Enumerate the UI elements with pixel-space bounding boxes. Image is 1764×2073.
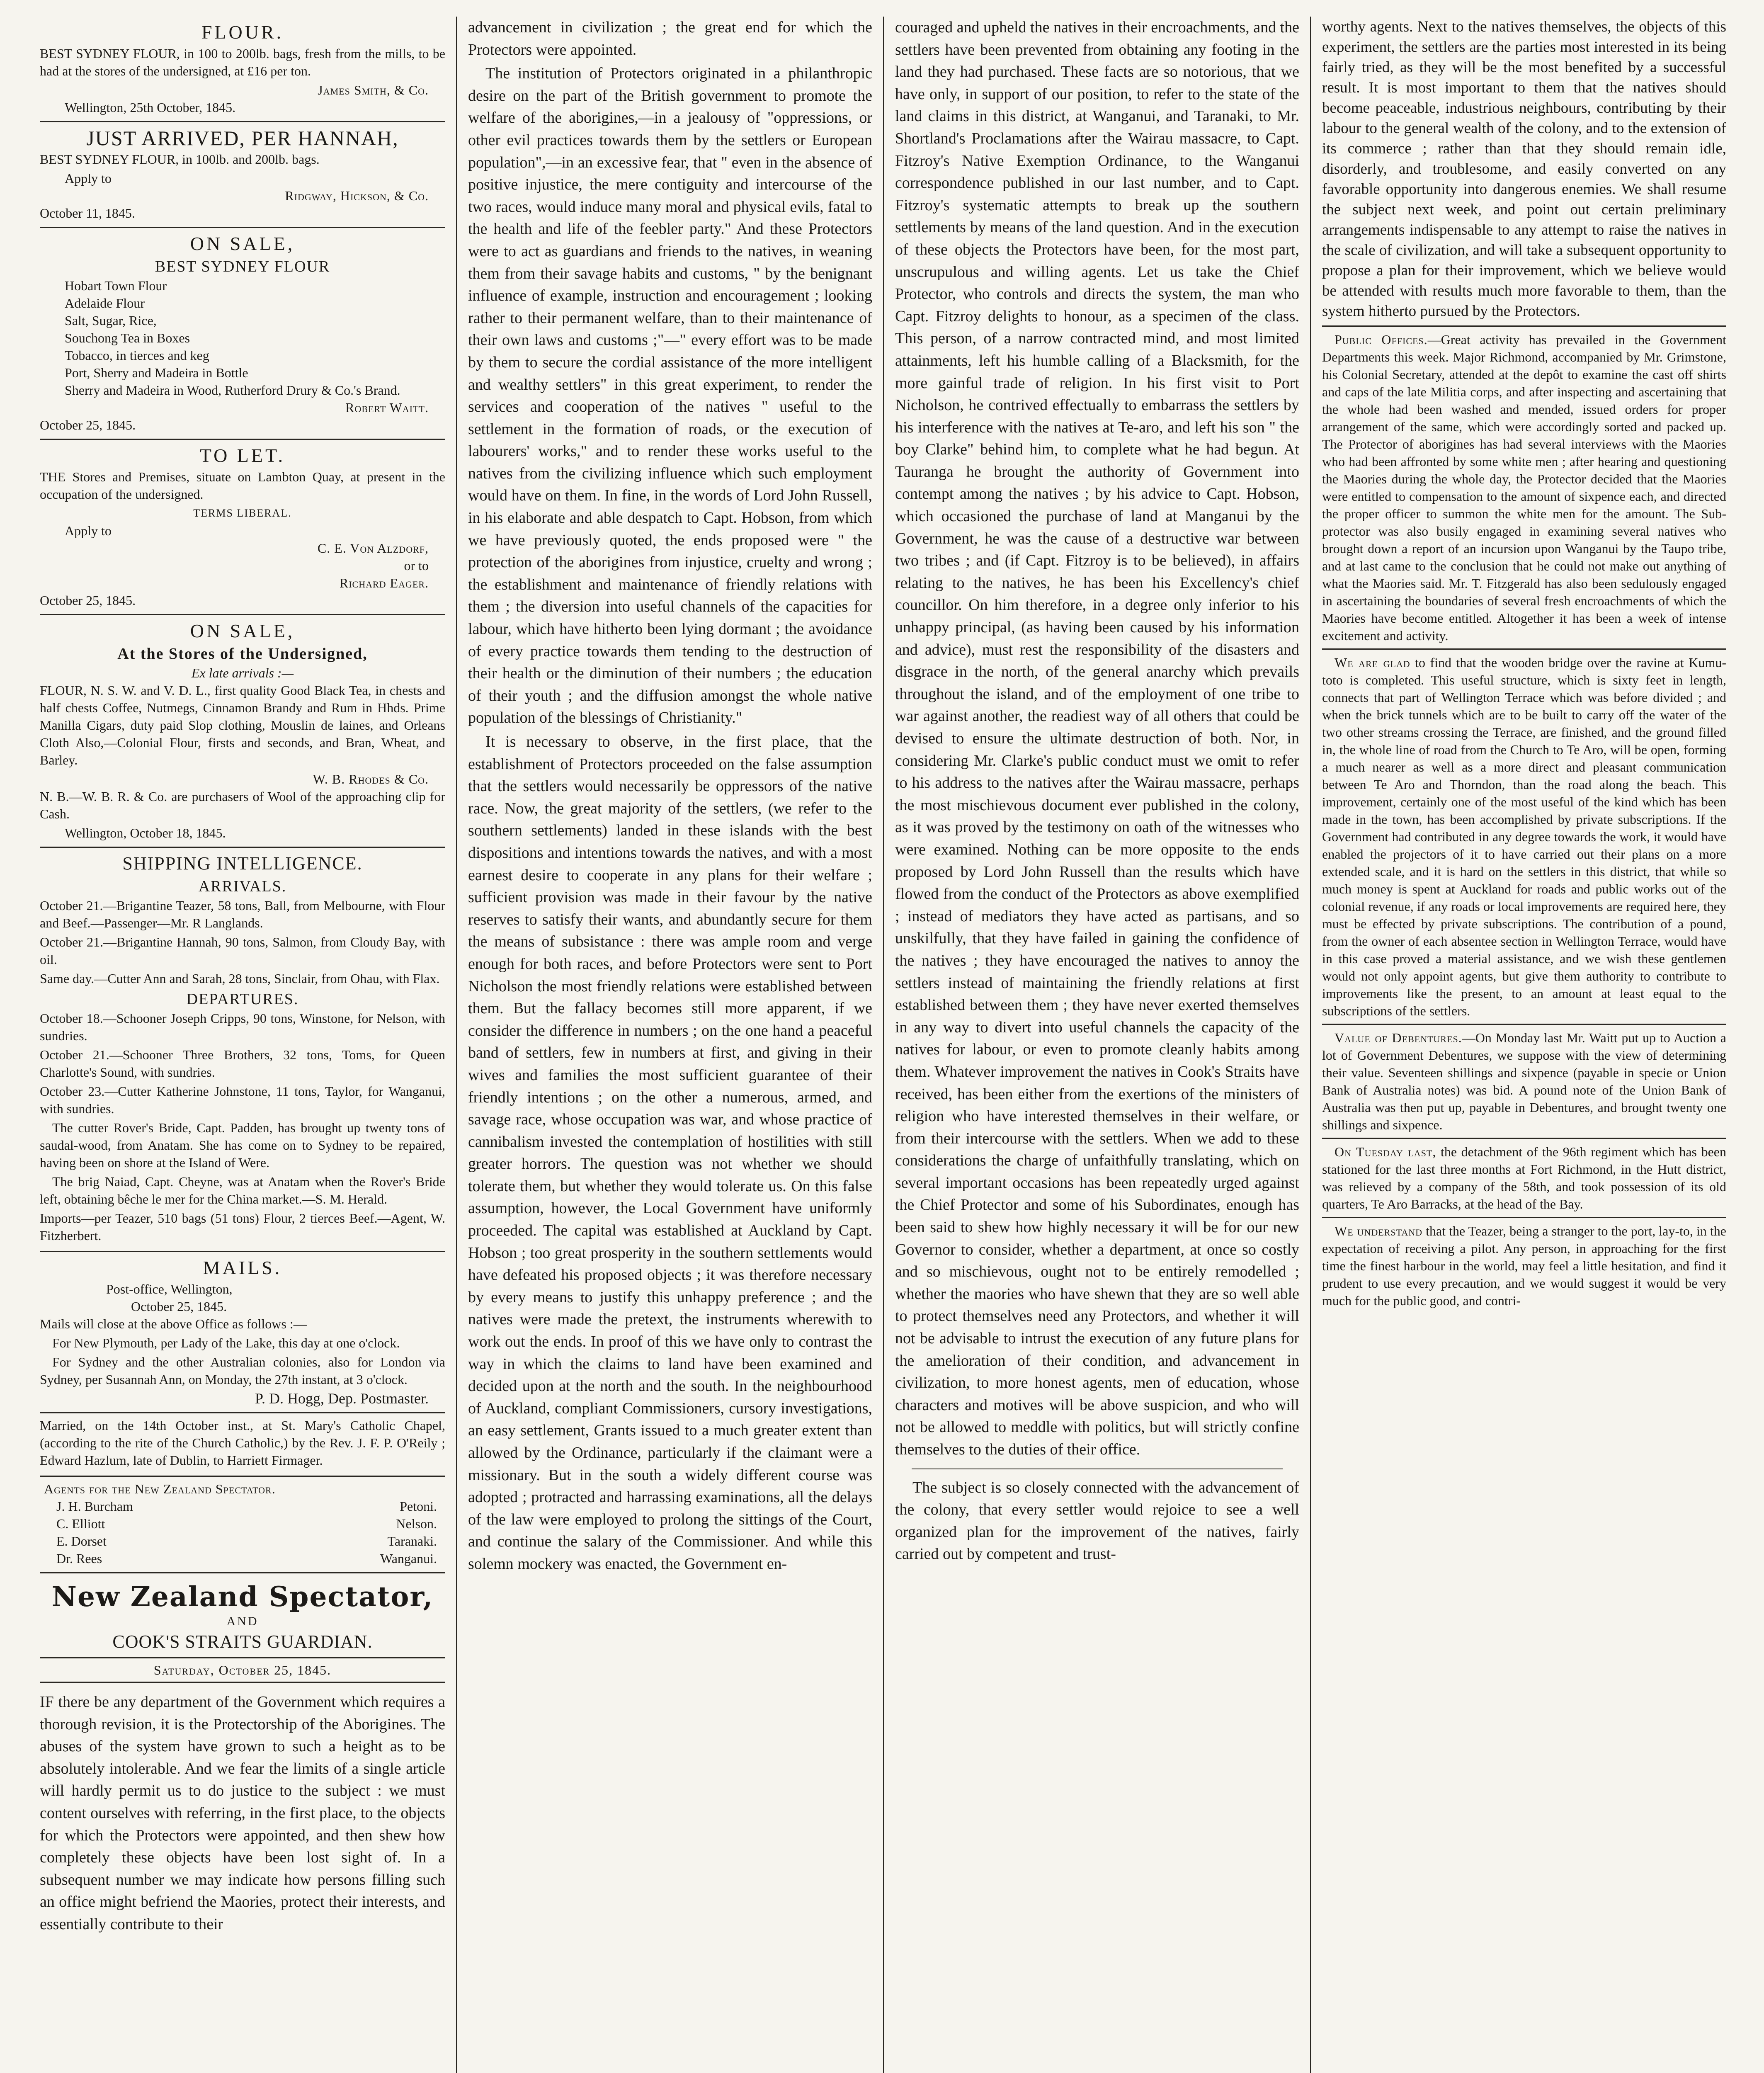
ad-apply: Apply to <box>65 171 112 186</box>
mails-notice <box>40 1252 445 1413</box>
married-notice <box>40 1413 445 1477</box>
news-lead: Public Offices. <box>1335 332 1428 347</box>
masthead-title: New Zealand Spectator, <box>51 1580 434 1613</box>
masthead <box>40 1573 445 1691</box>
ad-item: Sherry and Madeira in Wood, Rutherford Drury & Co.'s Brand. <box>65 383 400 398</box>
divider <box>1322 648 1726 650</box>
ad-or: or to <box>404 558 429 573</box>
editorial-paragraph: The institution of Protectors originated in a philanthropic desire on the part of the British government to promote the welfare of the aborigines,—in a jealousy of "oppressions, or other evil practices towards them by the settlers or European population",—in an excessive fear, that " even in the absence of positive injustice, the mere contiguity and intercourse of the two races, would induce many moral and physical evils, fatal to the health and life of the feebler party." And these Protectors were to act as guardians and friends to the natives, in weaning them from their savage habits and customs, " by the benignant influence of example, instruction and encouragement ; looking rather to their permanent welfare, than to their maintenance of their own laws and customs ;"—" every effort was to be made by them to secure the cordial assistance of the more intelligent and wealthy settlers" in this great experiment, to render the services and cooperation of the natives " useful to the settlement in the formation of roads, or the execution of labourers' works," and to render these works useful to the natives from the civilizing influence which such employment would have on them. In fine, in the words of Lord John Russell, in his elaborate and able despatch to Capt. Hobson, from which we have previously quoted, the ends proposed were " the protection of the aborigines from injustice, cruelty and wrong ; the establishment and maintenance of friendly relations with them ; the diversion into useful channels of the capacities for labour, which have hitherto been lying dormant ; the avoidance of every practice towards them tending to the destruction of their health or the diminution of their numbers ; the education of their youth ; and the diffusion amongst the whole native population of the blessings of Christianity." <box>468 65 872 727</box>
agent-place: Nelson. <box>396 1516 437 1531</box>
agent-name: E. Dorset <box>56 1534 107 1549</box>
married-text: Married, on the 14th October inst., at St. Mary's Catholic Chapel, (according to the rite of the Church Catholic,) by the Rev. J. F. P. O'Reily ; Edward Hazlum, late of Dublin, to Harriett Firmager. <box>40 1418 445 1468</box>
mails-item: For Sydney and the other Australian colonies, also for London via Sydney, per Susannah Ann, on Monday, the 27th instant, at 3 o'clock. <box>40 1354 445 1387</box>
ad-subtitle: At the Stores of the Undersigned, <box>117 645 368 663</box>
ad-terms: TERMS LIBERAL. <box>193 507 292 519</box>
ad-signer: C. E. Von Alzdorf, <box>317 541 429 556</box>
agent-row <box>40 1498 445 1515</box>
ad-date: October 25, 1845. <box>40 593 136 608</box>
news-lead: On Tuesday last, <box>1335 1144 1436 1159</box>
agent-place: Petoni. <box>400 1499 437 1514</box>
ad-item: Souchong Tea in Boxes <box>65 330 190 345</box>
arrival-entry: October 21.—Brigantine Hannah, 90 tons, Salmon, from Cloudy Bay, with oil. <box>40 935 445 967</box>
ad-ex: Ex late arrivals :— <box>191 665 294 680</box>
ad-body: FLOUR, N. S. W. and V. D. L., first quality Good Black Tea, in chests and half chests Coffee, Nutmegs, Cinnamon Brandy and Rum in Hhds. Prime Manilla Cigars, duty paid Slop clothing, Mouslin de laines, and Orleans Cloth Also,—Colonial Flour, firsts and seconds, and Bran, Wheat, and Barley. <box>40 683 445 767</box>
ad-body: BEST SYDNEY FLOUR, in 100lb. and 200lb. bags. <box>40 152 320 167</box>
news-text: to find that the wooden bridge over the ravine at Kumu-toto is completed. This useful structure, which is sixty feet in length, connects that part of Wellington Terrace which was before divided ; and when the brick tunnels which are to be built to carry off the water of the two other streams crossing the Terrace, are finished, and the ground filled in, the whole line of road from the Church to Te Aro, will be open, forming a much nearer as well as a more direct and pleasant communication between Te Aro and Thorndon, than the road along the beach. This improvement, certainly one of the most useful of the kind which has been made in the town, has been accomplished by private subscriptions. If the Government had contributed in any degree towards the work, it would have enabled the projectors of it to have carried out their plans on a more extended scale, and it is hard on the settlers in this district, that while so much money is spent at Auckland for roads and public works out of the colonial revenue, if any roads or local improvements are required here, they must be effected by private subscriptions. The contribution of a pound, from the owner of each absentee section in Wellington Terrace, would have in this case proved a material assistance, and we wish these gentlemen would not only appoint agents, but give them authority to contribute to improvements like the present, to an amount at least equal to the subscriptions of the settlers. <box>1322 655 1726 1018</box>
mails-intro: Mails will close at the above Office as follows :— <box>40 1316 307 1331</box>
mails-signer: P. D. Hogg, Dep. Postmaster. <box>255 1390 429 1407</box>
column-4 <box>1310 17 1737 2073</box>
ad-item: Salt, Sugar, Rice, <box>65 313 157 328</box>
ad-date: October 25, 1845. <box>40 418 136 432</box>
editorial-paragraph: The subject is so closely connected with the advancement of the colony, that every settler would rejoice to see a well organized plan for the improvement of the natives, fairly carried out by competent and trust- <box>895 1478 1299 1563</box>
agent-name: Dr. Rees <box>56 1551 102 1566</box>
agents-title: Agents for the New Zealand Spectator. <box>44 1481 276 1496</box>
ad-date: Wellington, October 18, 1845. <box>65 825 226 840</box>
ad-note: N. B.—W. B. R. & Co. are purchasers of Wool of the approaching clip for Cash. <box>40 789 445 821</box>
divider <box>1322 1024 1726 1025</box>
ad-signer: Richard Eager. <box>339 575 429 590</box>
ad-flour <box>40 17 445 122</box>
mails-place: Post-office, Wellington, <box>106 1282 233 1296</box>
shipping-note: The brig Naiad, Capt. Cheyne, was at Anatam when the Rover's Bride left, obtaining bêche le mer for the China market.—S. M. Herald. <box>40 1174 445 1206</box>
departure-entry: October 18.—Schooner Joseph Cripps, 90 tons, Winstone, for Nelson, with sundries. <box>40 1011 445 1043</box>
arrival-entry: October 21.—Brigantine Teazer, 58 tons, Ball, from Melbourne, with Flour and Beef.—Passenger—Mr. R Langlands. <box>40 898 445 930</box>
agent-name: C. Elliott <box>56 1516 105 1531</box>
departures-title: DEPARTURES. <box>186 990 299 1008</box>
shipping-note: The cutter Rover's Bride, Capt. Padden, has brought up twenty tons of saudal-wood, from Anatam. She has come on to Sydney to be repaired, having been on shore at the Island of Were. <box>40 1120 445 1170</box>
editorial-paragraph: advancement in civilization ; the great end for which the Protectors were appointed. <box>468 19 872 58</box>
ad-title: ON SALE, <box>190 620 295 641</box>
news-lead: Value of Debentures. <box>1335 1030 1462 1045</box>
editorial-paragraph: IF there be any department of the Government which requires a thorough revision, it is the Protectorship of the Aborigines. The abuses of the system have grown to such a height as to be absolutely intolerable. And we fear the limits of a single article will hardly permit us to do justice to the subject : we must content ourselves with referring, in the first place, to the objects for which the Protectors were appointed, and then shew how completely these objects have been lost sight of. In a subsequent number we may indicate how persons filling such an office might befriend the Maories, protect their interests, and essentially contribute to their <box>40 1693 445 1933</box>
imports-line: Imports—per Teazer, 510 bags (51 tons) Flour, 2 tierces Beef.—Agent, W. Fitzherbert. <box>40 1211 445 1243</box>
agents-list <box>40 1477 445 1573</box>
editorial-paragraph: worthy agents. Next to the natives themselves, the objects of this experiment, the settlers are the parties most interested in its being fairly tried, as they will be the most benefited by a successful result. It is most important to them that the natives should become peaceable, industrious neighbours, contributing by their labour to the general wealth of the colony, and to the extension of its commerce ; rather than that they should remain idle, disorderly, and troublesome, and easily converted on any favorable opportunity into dangerous enemies. We shall resume the subject next week, and point out certain preliminary arrangements indispensable to any attempt to raise the natives in the scale of civilization, and will take a subsequent opportunity to propose a plan for their improvement, which we believe would be attended with results much more favorable to them, than the system hitherto pursued by the Protectors. <box>1322 18 1726 320</box>
masthead-and: AND <box>226 1614 259 1628</box>
news-item-teazer <box>1322 1222 1726 1309</box>
column-1 <box>29 17 456 2073</box>
ad-title: FLOUR. <box>201 22 284 43</box>
ad-title: TO LET. <box>199 445 286 466</box>
ad-date: October 11, 1845. <box>40 206 135 221</box>
news-lead: We understand <box>1335 1223 1423 1238</box>
arrival-entry: Same day.—Cutter Ann and Sarah, 28 tons, Sinclair, from Ohau, with Flax. <box>40 971 440 986</box>
mails-item: For New Plymouth, per Lady of the Lake, this day at one o'clock. <box>52 1335 400 1350</box>
editorial-paragraph: It is necessary to observe, in the first place, that the establishment of Protectors proceeded on the false assumption that the settlers would necessarily be oppressors of the native race. Now, the great majority of the settlers, (we refer to the southern settlements) landed in these islands with the best dispositions and intentions towards the natives, and with a most earnest desire to cooperate in any plans for their welfare ; sufficient provision was made in their favour by the native reserves to satisfy their wants, and abundantly secure for them the means of subsistance : there was ample room and verge enough for both races, and before Protectors were sent to Port Nicholson the most friendly relations were established between them. But the fallacy becomes still more apparent, if we consider the difference in numbers ; on the one hand a peaceful band of settlers, few in numbers at first, and giving in their wives and families the most sufficient guarantee of their friendly intentions ; on the other a numerous, armed, and savage race, whose occupation was war, and whose practice of cannibalism invested the contemplation of hostilities with still greater horrors. The question was not whether we should tolerate them, but whether they would tolerate us. On this false assumption, however, the Local Government have uniformly proceeded. The capital was established at Auckland by Capt. Hobson ; too great prosperity in the southern settlements would have defeated his proposed objects ; it was therefore necessary by every means to justify this unhappy preference ; and the natives were made the pretext, the instruments wherewith to work out the ends. In proof of this we have only to contrast the way in which the claims to land have been examined and decided upon at the north and the south. In the neighbourhood of Auckland, compliant Commissioners, cursory investigations, an easy settlement, Grants issued to a much greater extent than allowed by the Ordinance, particularly if the claimant were a missionary. But in the south a widely different course was adopted ; protracted and harrassing examinations, all the delays of the law were employed to prolong the sittings of the Court, and continue the salary of the Commissioner. And while this solemn mockery was enacted, the Government en- <box>468 733 872 1573</box>
news-text: that the Teazer, being a stranger to the port, lay-to, in the expectation of receiving a pilot. Any person, in approaching for the first time the finest harbour in the world, may feel a little hesitation, and find it prudent to use every precaution, and we would suggest it would be very much for the public good, and contri- <box>1322 1223 1726 1308</box>
departure-entry: October 21.—Schooner Three Brothers, 32 tons, Toms, for Queen Charlotte's Sound, with sundries. <box>40 1047 445 1080</box>
ad-title: ON SALE, <box>190 233 295 254</box>
ad-signer: Robert Waitt. <box>345 400 429 415</box>
ad-item: Tobacco, in tierces and keg <box>65 348 209 363</box>
agent-row <box>40 1515 445 1532</box>
ad-to-let <box>40 440 445 615</box>
ad-title: JUST ARRIVED, PER HANNAH, <box>86 126 399 150</box>
ad-item: Port, Sherry and Madeira in Bottle <box>65 365 248 380</box>
divider <box>1322 325 1726 327</box>
divider <box>1322 1138 1726 1139</box>
news-lead: We are glad <box>1335 655 1410 670</box>
ad-just-arrived <box>40 122 445 228</box>
ad-subtitle: BEST SYDNEY FLOUR <box>155 258 330 275</box>
ad-signer: James Smith, & Co. <box>318 83 429 97</box>
agent-place: Wanganui. <box>380 1551 437 1566</box>
masthead-subtitle: COOK'S STRAITS GUARDIAN. <box>112 1631 373 1652</box>
news-item-public-offices <box>1322 331 1726 644</box>
column-3 <box>883 17 1310 2073</box>
agent-name: J. H. Burcham <box>56 1499 133 1514</box>
ad-apply: Apply to <box>65 523 112 538</box>
columns <box>29 17 1747 2073</box>
ad-item: Adelaide Flour <box>65 296 145 311</box>
editorial-paragraph: couraged and upheld the natives in their encroachments, and the settlers have been prevented from obtaining any footing in the land they had purchased. These facts are so notorious, that we have only, in support of our position, to refer to the state of the land claims in this district, at Wanganui, and Taranaki, to Mr. Shortland's Proclamations after the Wairau massacre, to Capt. Fitzroy's Native Exemption Ordinance, to the Wanganui correspondence published in our last number, and to Capt. Fitzroy's systematic attempts to break up the southern settlements by means of the land question. And in the execution of these objects the Protectors have been, for the most part, unscrupulous and willing agents. Let us take the Chief Protector, who controls and directs the system, the man who Capt. Fitzroy delights to honour, as a specimen of the class. This person, of a narrow contracted mind, and most limited attainments, left his humble calling of a Blacksmith, for the more gainful trade of religion. In his first visit to Port Nicholson, he contrived effectually to embarrass the settlers by his interference with the natives at Te-aro, and left his son " the boy Clarke" behind him, to complete what he had begun. At Tauranga he brought the authority of Government into contempt among the natives ; by his advice to Capt. Hobson, which occasioned the purchase of land at Manganui by the Government, he was the cause of a destructive war between two tribes ; and (if Capt. Fitzroy is to be believed), in affairs relating to the natives, he has been his Excellency's chief councillor. On him therefore, in a degree only inferior to his unhappy principal, (as having been caused by his information and advice), must rest the responsibility of the disasters and disgrace in the north, of the general anarchy which prevails throughout the island, and of the employment of one tribe to war against another, the readiest way of all others that could be devised to ensure the ultimate destruction of both. Nor, in considering Mr. Clarke's public conduct must we omit to refer to his address to the natives after the Wairau massacre, perhaps the most mischievous document ever published in the colony, as it was proved by the testimony on oath of the witnesses who were examined. Nothing can be more opposite to the ends proposed by Lord John Russell than the results which have flowed from the conduct of the Protectors as above exemplified ; instead of mediators they have acted as partisans, and so unskilfully, that they have failed in gaining the confidence of the natives ; they have encouraged the natives to annoy the settlers instead of maintaining the friendly relations at first established between them ; they have never exerted themselves in any way to divert into useful channels the capacity of the natives for labour, or even to promote cleanly habits among them. Whatever improvement the natives in Cook's Straits have received, has been either from the exertions of the ministers of religion who have interested themselves in their welfare, or from their intercourse with the settlers. When we add to these considerations the charge of unfaithfully translating, which on several important occasions has been repeatedly urged against the Chief Protector and some of his Subordinates, enough has been said to shew how highly necessary it will be for our new Governor to consider, whether a department, at once so costly and so mischievous, ought not to be entirely remodelled ; whether the maories who have shewn that they are so well able to protect themselves need any Protectors, and whether it will not be advisable to intrust the execution of any future plans for the amelioration of their condition, and advancement in civilization, to more honest agents, men of education, whose characters and motives will be above suspicion, and who will not be allowed to meddle with politics, but will strictly confine themselves to the duties of their office. <box>895 19 1299 1458</box>
departure-entry: October 23.—Cutter Katherine Johnstone, 11 tons, Taylor, for Wanganui, with sundries. <box>40 1084 445 1116</box>
ad-item: Hobart Town Flour <box>65 278 167 293</box>
news-item-bridge <box>1322 654 1726 1020</box>
section-title: SHIPPING INTELLIGENCE. <box>122 853 363 874</box>
news-item-debentures <box>1322 1029 1726 1134</box>
shipping-intelligence <box>40 848 445 1252</box>
news-text: —Great activity has prevailed in the Government Departments this week. Major Richmond, accompanied by Mr. Grimstone, his Colonial Secretary, attended at the depôt to examine the cast off shirts and caps of the late Militia corps, and after inspecting and ascertaining that the whole had been washed and mended, issued orders for proper arrangement of the same, which were accordingly sorted and packed up. The Protector of aborigines has had several interviews with the Maories who had been affronted by some white men ; after hearing and questioning the Maories during the whole day, the Protector decided that the Maories were entitled to compensation to the amount of sixpence each, and directed the proper officer to summon the white men for the amount. The Sub-protector was also busily engaged in examining several natives who brought down a report of an incursion upon Wanganui by the Taupo tribe, and at last came to the conclusion that he could not make out anything of what the Maories said. Mr. T. Fitzgerald has also been sedulously engaged in ascertaining the boundaries of several fresh encroachments of which the Maories have become entitled. Altogether it has been a week of intense excitement and activity. <box>1322 332 1726 643</box>
ad-body: BEST SYDNEY FLOUR, in 100 to 200lb. bags, fresh from the mills, to be had at the stores of the undersigned, at £16 per ton. <box>40 46 445 78</box>
section-title: MAILS. <box>203 1257 282 1278</box>
ad-on-sale-waitt <box>40 228 445 440</box>
masthead-date: Saturday, October 25, 1845. <box>40 1657 445 1683</box>
news-text: —On Monday last Mr. Waitt put up to Auction a lot of Government Debentures, we suppose with the view of determining their value. Seventeen shillings and sixpence (payable in specie or Union Bank of Australia notes) was bid. A pound note of the Union Bank of Australia was then put up, payable in Debentures, and brought twenty one shillings and sixpence. <box>1322 1030 1727 1132</box>
agent-row <box>40 1550 445 1567</box>
ad-on-sale-rhodes <box>40 615 445 848</box>
agent-row <box>40 1532 445 1550</box>
agent-place: Taranaki. <box>387 1534 437 1549</box>
arrivals-title: ARRIVALS. <box>198 878 287 895</box>
ad-date: Wellington, 25th October, 1845. <box>65 100 236 115</box>
news-text: the detachment of the 96th regiment which has been stationed for the last three months at Fort Richmond, in the Hutt district, was relieved by a company of the 58th, and took possession of its old quarters, Te Aro Barracks, at the head of the Bay. <box>1322 1144 1727 1211</box>
ad-signer: W. B. Rhodes & Co. <box>313 772 429 786</box>
ad-signer: Ridgway, Hickson, & Co. <box>285 188 429 203</box>
ad-body: THE Stores and Premises, situate on Lambton Quay, at present in the occupation of the undersigned. <box>40 469 445 502</box>
column-2 <box>456 17 883 2073</box>
divider <box>1322 1217 1726 1218</box>
mails-date: October 25, 1845. <box>131 1299 227 1314</box>
news-item-regiment <box>1322 1143 1726 1213</box>
